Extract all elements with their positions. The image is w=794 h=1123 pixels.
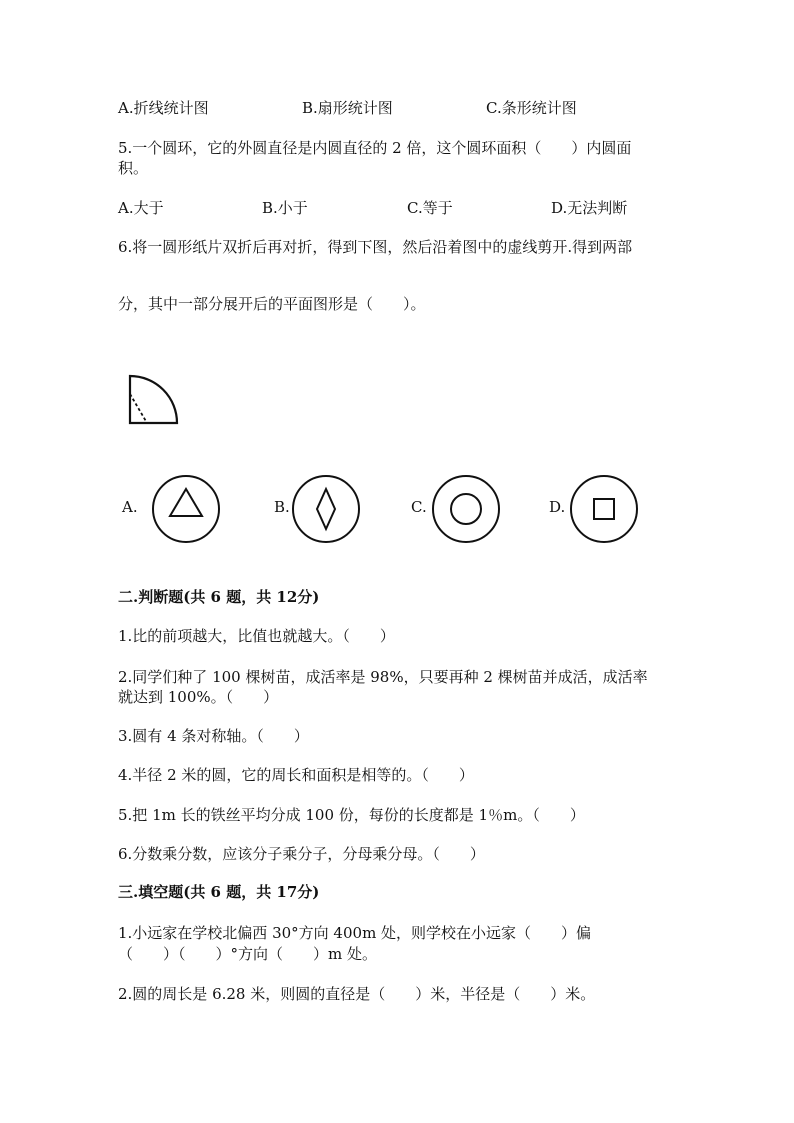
section2-item-2-line2: 就达到 100%。（ ） bbox=[118, 688, 279, 706]
section3-item-1-line2: （ ）（ ）°方向（ ）m 处。 bbox=[118, 945, 377, 963]
q6-option-b-label[interactable]: B. bbox=[274, 498, 290, 516]
q5-option-c[interactable]: C.等于 bbox=[407, 199, 453, 217]
q6-option-a-label[interactable]: A. bbox=[122, 498, 138, 516]
section2-item-4: 4.半径 2 米的圆，它的周长和面积是相等的。（ ） bbox=[118, 766, 474, 784]
q5-text-line1: 5.一个圆环，它的外圆直径是内圆直径的 2 倍，这个圆环面积（ ）内圆面 bbox=[118, 139, 632, 157]
section3-item-1-line1: 1.小远家在学校北偏西 30°方向 400m 处，则学校在小远家（ ）偏 bbox=[118, 924, 592, 942]
q6-option-d-label[interactable]: D. bbox=[549, 498, 566, 516]
section2-item-5: 5.把 1m 长的铁丝平均分成 100 份，每份的长度都是 1％m。（ ） bbox=[118, 806, 585, 824]
section3-item-2: 2.圆的周长是 6.28 米，则圆的直径是（ ）米，半径是（ ）米。 bbox=[118, 985, 596, 1003]
q4-option-a[interactable]: A.折线统计图 bbox=[118, 99, 209, 117]
q5-option-b[interactable]: B.小于 bbox=[262, 199, 308, 217]
triangle-in-circle-icon[interactable] bbox=[150, 473, 222, 545]
q5-option-d[interactable]: D.无法判断 bbox=[551, 199, 628, 217]
section3-title: 三.填空题(共 6 题，共 17分) bbox=[118, 883, 320, 901]
folded-paper-figure bbox=[125, 372, 185, 428]
q6-option-c-label[interactable]: C. bbox=[411, 498, 427, 516]
circle-in-circle-icon[interactable] bbox=[430, 473, 502, 545]
section2-item-6: 6.分数乘分数，应该分子乘分子，分母乘分母。（ ） bbox=[118, 845, 485, 863]
q5-option-a[interactable]: A.大于 bbox=[118, 199, 164, 217]
section2-item-2-line1: 2.同学们种了 100 棵树苗，成活率是 98%，只要再种 2 棵树苗并成活，成活率 bbox=[118, 668, 648, 686]
section2-title: 二.判断题(共 6 题，共 12分) bbox=[118, 588, 320, 606]
section2-item-1: 1.比的前项越大，比值也就越大。（ ） bbox=[118, 627, 395, 645]
square-in-circle-icon[interactable] bbox=[568, 473, 640, 545]
q5-text-line2: 积。 bbox=[118, 159, 149, 177]
q6-text-line2: 分，其中一部分展开后的平面图形是（ ）。 bbox=[118, 295, 426, 313]
q6-text-line1: 6.将一圆形纸片双折后再对折，得到下图，然后沿着图中的虚线剪开.得到两部 bbox=[118, 238, 633, 256]
q4-option-c[interactable]: C.条形统计图 bbox=[486, 99, 577, 117]
section2-item-3: 3.圆有 4 条对称轴。（ ） bbox=[118, 727, 309, 745]
q4-option-b[interactable]: B.扇形统计图 bbox=[302, 99, 393, 117]
diamond-in-circle-icon[interactable] bbox=[290, 473, 362, 545]
